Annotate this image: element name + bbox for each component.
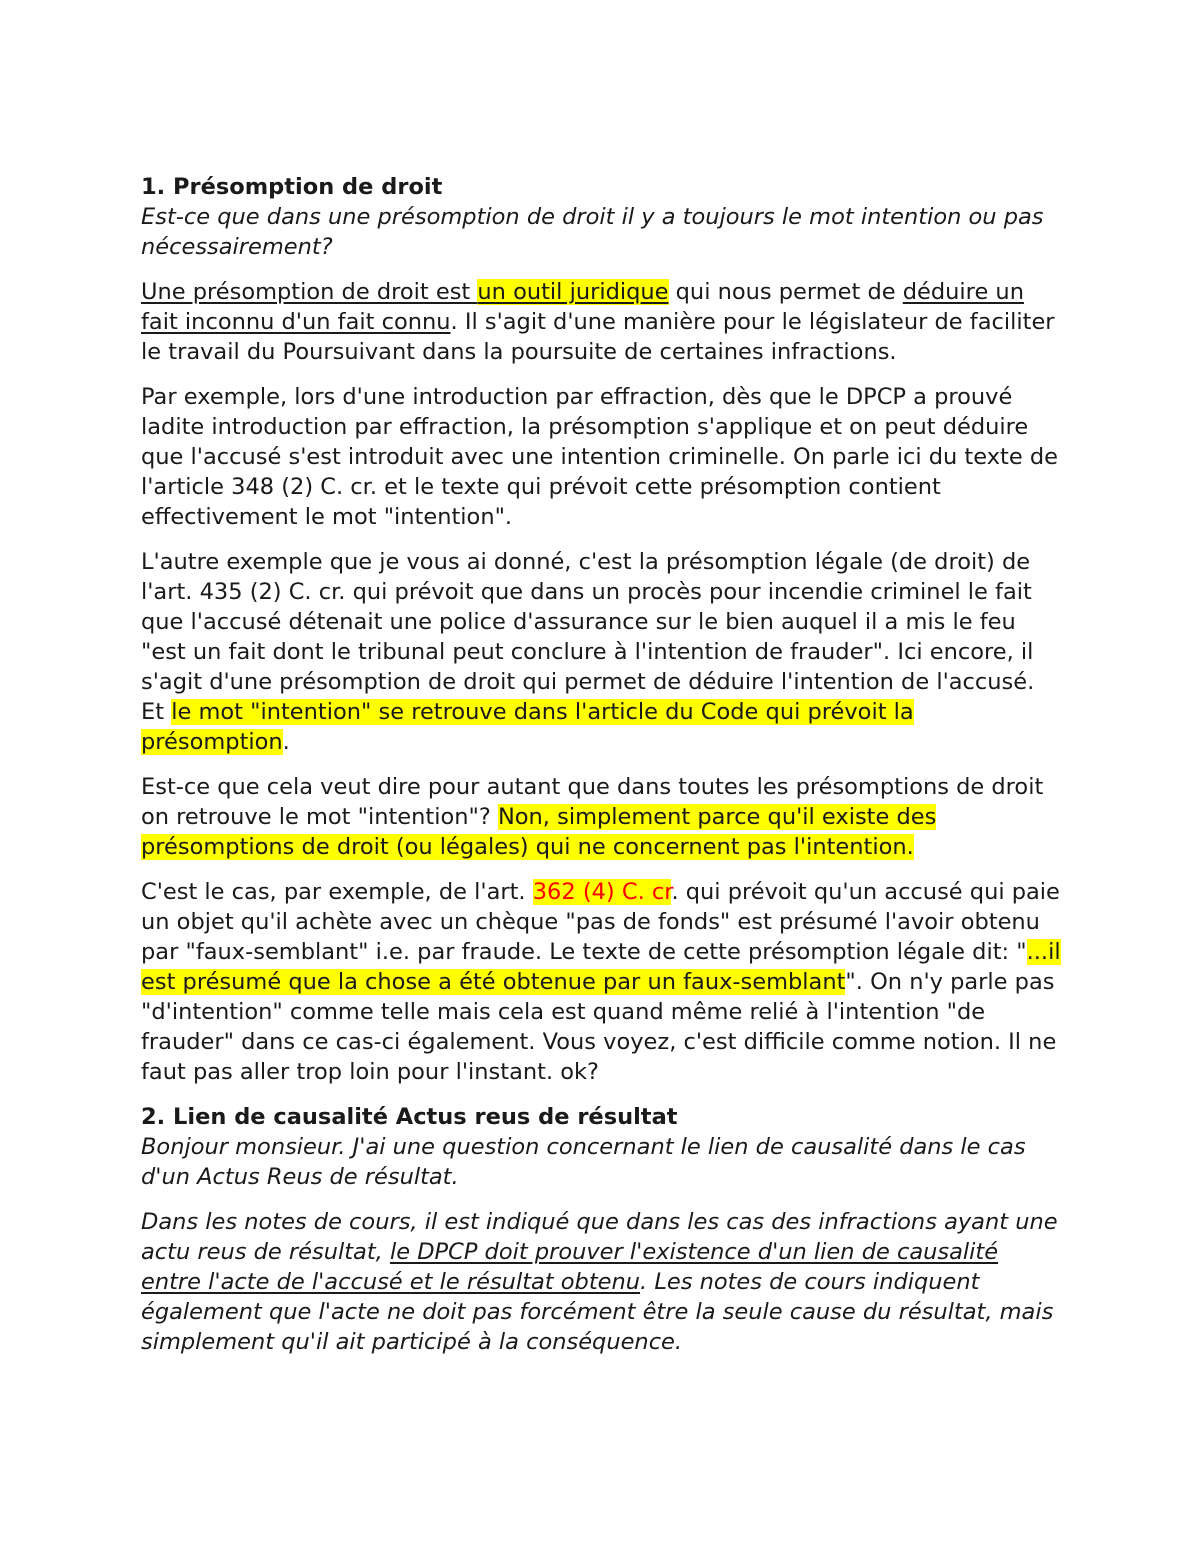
section-1-paragraph-1 — [141, 277, 1061, 367]
document-body — [141, 172, 1061, 1372]
section-1-paragraph-2: Par exemple, lors d'une introduction par effraction, dès que le DPCP a prouvé ladite introduction par effraction, la présomption s'applique et on peut déduire que l'accusé s'est introduit avec une intention criminelle. On parle ici du texte de l'article 348 (2) C. cr. et le texte qui prévoit cette présomption contient effectivement le mot "intention". — [141, 384, 1058, 530]
text-span: . Les notes de cours indiquent également que l'acte ne doit pas forcément être la seule cause du résultat, mais simplement qu'il ait participé à la conséquence. — [141, 1269, 1054, 1355]
underlined-deduire: déduire un fait inconnu d'un fait connu — [141, 279, 1024, 335]
highlight-article-362: 362 (4) C. cr — [532, 879, 672, 905]
text-span: C'est le cas, par exemple, de l'art. — [141, 879, 533, 905]
text-span: . — [282, 729, 290, 755]
text-span: ". On n'y parle pas "d'intention" comme telle mais cela est quand même relié à l'intention "de frauder" dans ce cas-ci également. Vous voyez, c'est difficile comme notion. Il ne faut pas aller trop loin pour l'instant. ok? — [141, 969, 1057, 1085]
text-span: L'autre exemple que je vous ai donné, c'est la présomption légale (de droit) de l'art. 435 (2) C. cr. qui prévoit que dans un procès pour incendie criminel le fait que l'accusé détenait une police d'assurance sur le bien auquel il a mis le feu "est un fait dont le tribunal peut conclure à l'intention de frauder". Ici encore, il s'agit d'une présomption de droit qui permet de déduire l'intention de l'accusé. Et — [141, 549, 1035, 725]
section-1-paragraph-3 — [141, 547, 1061, 757]
highlight-non-simplement: Non, simplement parce qu'il existe des présomptions de droit (ou légales) qui ne concernent pas l'intention. — [141, 804, 937, 860]
definition-start: Une présomption de droit est — [141, 279, 478, 305]
text-span: qui nous permet de — [668, 279, 903, 305]
section-1-paragraph-5 — [141, 877, 1061, 1087]
section-2-paragraph-1 — [141, 1207, 1061, 1357]
text-span: . Il s'agit d'une manière pour le législateur de faciliter le travail du Poursuivant dans la poursuite de certaines infractions. — [141, 309, 1055, 365]
section-1-paragraph-4 — [141, 772, 1061, 862]
section-1-question: Est-ce que dans une présomption de droit il y a toujours le mot intention ou pas nécessairement? — [141, 204, 1044, 260]
highlight-outil-juridique: un outil juridique — [477, 279, 669, 305]
section-2-title: 2. Lien de causalité Actus reus de résultat — [141, 1104, 678, 1130]
text-span: . qui prévoit qu'un accusé qui paie un objet qu'il achète avec un chèque "pas de fonds" est présumé l'avoir obtenu par "faux-semblant" i.e. par fraude. Le texte de cette présomption légale dit: " — [141, 879, 1060, 965]
highlight-mot-intention: le mot "intention" se retrouve dans l'article du Code qui prévoit la présomption — [141, 699, 914, 755]
text-span: Dans les notes de cours, il est indiqué que dans les cas des infractions ayant une actu reus de résultat, — [141, 1209, 1058, 1265]
underlined-dpcp-prouver: le DPCP doit prouver l'existence d'un lien de causalité entre l'acte de l'accusé et le résultat obtenu — [141, 1239, 999, 1295]
highlight-quote-faux-semblant: ...il est présumé que la chose a été obtenue par un faux-semblant — [141, 939, 1061, 995]
section-1-title: 1. Présomption de droit — [141, 174, 443, 200]
text-span: Est-ce que cela veut dire pour autant que dans toutes les présomptions de droit on retrouve le mot "intention"? — [141, 774, 1044, 830]
section-2-question: Bonjour monsieur. J'ai une question concernant le lien de causalité dans le cas d'un Actus Reus de résultat. — [141, 1134, 1026, 1190]
